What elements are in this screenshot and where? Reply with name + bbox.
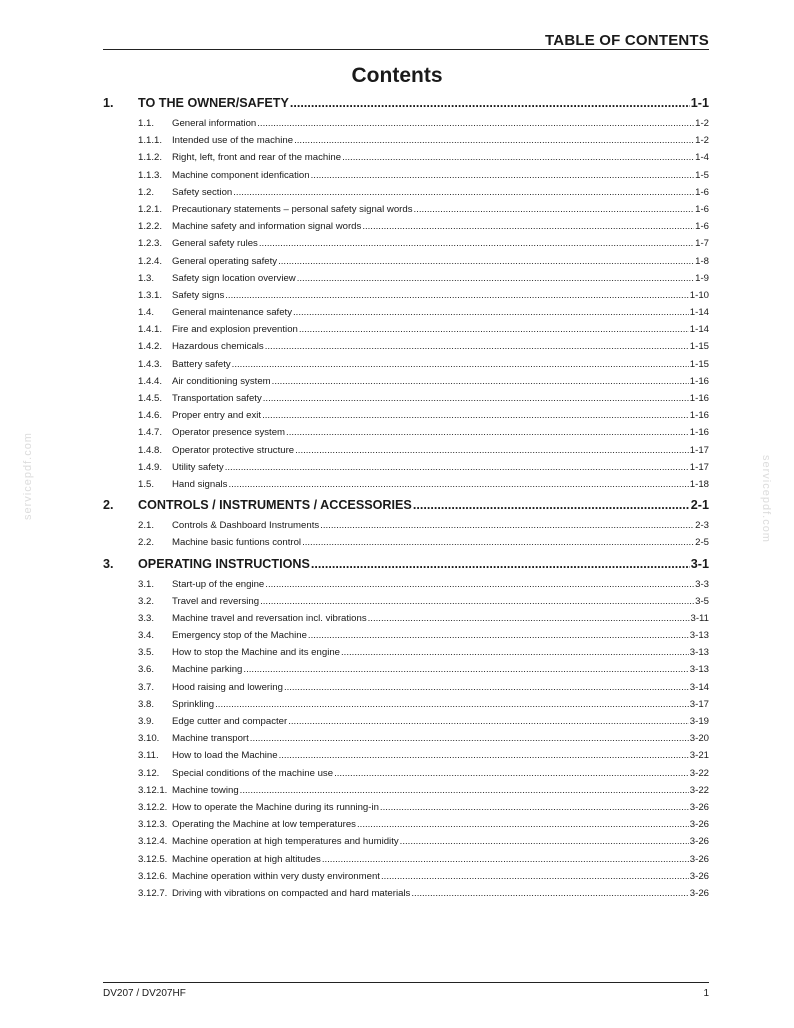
entry-page: 1-8 [695, 255, 709, 267]
entry-page: 3-3 [695, 578, 709, 590]
entry-title: Edge cutter and compacter [172, 716, 288, 727]
toc-entry-row[interactable] [103, 682, 709, 699]
entry-number: 3.2. [138, 595, 155, 607]
entry-number: 3.12.2. [138, 801, 168, 813]
toc-entry-row[interactable] [103, 256, 709, 273]
entry-title: General operating safety [172, 255, 278, 267]
entry-page: 1-6 [695, 186, 709, 198]
entry-number: 1.4.3. [138, 358, 163, 370]
entry-title: Machine operation within very dusty environment [172, 870, 380, 882]
entry-title: Machine parking [172, 664, 243, 676]
entry-number: 1.4.2. [138, 341, 163, 353]
entry-page: 1-6 [695, 221, 709, 233]
dot-leader [260, 596, 694, 607]
section-title: OPERATING INSTRUCTIONS [138, 556, 310, 571]
entry-page: 2-5 [695, 537, 709, 549]
toc-entry-row[interactable] [103, 768, 709, 785]
entry-number: 3.7. [138, 681, 155, 693]
dot-leader [293, 307, 689, 318]
entry-title: Special conditions of the machine use [172, 767, 334, 779]
entry-title: Machine basic funtions control [172, 537, 302, 549]
toc-entry-row[interactable] [103, 359, 709, 376]
entry-page: 1-2 [695, 135, 709, 147]
dot-leader [286, 427, 689, 438]
entry-number: 1.4.5. [138, 393, 163, 404]
dot-leader [413, 498, 690, 512]
toc-entry-row[interactable] [103, 479, 709, 496]
entry-number: 1.4.8. [138, 444, 163, 456]
dot-leader [290, 96, 690, 110]
entry-page: 3-21 [689, 750, 709, 762]
entry-title: Sprinkling [172, 698, 215, 710]
entry-title: Machine transport [172, 733, 249, 745]
entry-number: 3.12.1. [138, 784, 168, 796]
entry-title: Fire and explosion prevention [172, 324, 298, 336]
entry-number: 1.3.1. [138, 289, 163, 301]
entry-page: 1-17 [689, 461, 709, 473]
dot-leader [278, 256, 694, 267]
entry-number: 3.5. [138, 647, 155, 659]
entry-title: How to load the Machine [172, 750, 278, 762]
entry-number: 1.4.7. [138, 427, 163, 439]
toc-entry-row[interactable] [103, 664, 709, 681]
entry-page: 3-11 [690, 612, 709, 624]
entry-title: Machine travel and reversation incl. vibrations [172, 612, 367, 624]
entry-number: 1.2.2. [138, 221, 163, 233]
footer-model: DV207 / DV207HF [103, 988, 186, 999]
dot-leader [250, 733, 689, 744]
dot-leader [302, 537, 694, 548]
entry-number: 1.4.6. [138, 410, 163, 422]
entry-title: Utility safety [172, 461, 224, 473]
dot-leader [233, 187, 694, 198]
dot-leader [288, 716, 689, 727]
entry-title: Machine component idenfication [172, 169, 310, 181]
toc-entry-row[interactable] [103, 393, 709, 410]
entry-title: Hazardous chemicals [172, 341, 264, 353]
toc-entry-row[interactable] [103, 699, 709, 716]
header-divider [103, 49, 709, 50]
entry-page: 1-4 [695, 152, 709, 164]
toc-entry-row[interactable] [103, 836, 709, 853]
toc-entry-row[interactable] [103, 819, 709, 836]
entry-page: 1-16 [689, 393, 709, 404]
entry-title: Safety section [172, 186, 233, 198]
entry-page: 3-17 [689, 698, 709, 710]
toc-entry-row[interactable] [103, 152, 709, 169]
toc-entry-row[interactable] [103, 596, 709, 613]
toc-entry-row[interactable] [103, 341, 709, 358]
entry-number: 2.1. [138, 520, 155, 532]
dot-leader [411, 888, 688, 899]
dot-leader [240, 785, 689, 796]
entry-title: How to stop the Machine and its engine [172, 647, 340, 659]
dot-leader [400, 836, 689, 847]
entry-page: 1-2 [695, 118, 709, 129]
dot-leader [381, 871, 689, 882]
entry-number: 1.1. [138, 118, 155, 129]
entry-page: 3-26 [689, 836, 709, 848]
entry-title: Right, left, front and rear of the machine [172, 152, 342, 164]
dot-leader [243, 664, 688, 675]
dot-leader [272, 376, 689, 387]
entry-title: Machine towing [172, 784, 239, 796]
entry-number: 3.3. [138, 612, 155, 624]
entry-title: General maintenance safety [172, 307, 292, 319]
entry-number: 1.1.3. [138, 169, 163, 181]
toc-entry-row[interactable] [103, 170, 709, 187]
dot-leader [225, 290, 689, 301]
page-title: Contents [351, 64, 443, 87]
entry-number: 3.1. [138, 578, 155, 590]
entry-page: 1-16 [689, 375, 709, 387]
entry-title: Operating the Machine at low temperatures [172, 819, 356, 831]
dot-leader [265, 341, 689, 352]
entry-page: 3-26 [689, 887, 709, 899]
entry-number: 3.12.4. [138, 836, 168, 848]
dot-leader [357, 819, 689, 830]
entry-page: 1-17 [689, 444, 709, 456]
section-title: CONTROLS / INSTRUMENTS / ACCESSORIES [138, 498, 412, 513]
entry-page: 3-13 [689, 647, 709, 659]
entry-title: Safety sign location overview [172, 272, 296, 284]
toc-entry-row[interactable] [103, 630, 709, 647]
toc-entry-row[interactable] [103, 854, 709, 871]
entry-number: 2.2. [138, 537, 155, 549]
dot-leader [294, 135, 694, 146]
section-number: 2. [103, 498, 114, 513]
entry-page: 1-6 [695, 203, 709, 215]
entry-number: 1.4.1. [138, 324, 163, 336]
entry-number: 1.1.1. [138, 135, 163, 147]
entry-page: 1-9 [695, 272, 709, 284]
dot-leader [334, 768, 689, 779]
header-title: TABLE OF CONTENTS [545, 32, 709, 49]
entry-page: 1-15 [689, 358, 709, 370]
toc-section-row[interactable] [103, 96, 709, 118]
entry-title: Battery safety [172, 358, 231, 370]
dot-leader [342, 152, 694, 163]
dot-leader [257, 118, 694, 129]
dot-leader [299, 324, 689, 335]
entry-title: General information [172, 118, 257, 129]
entry-number: 3.9. [138, 716, 155, 727]
entry-title: How to operate the Machine during its running-in [172, 801, 379, 813]
toc-entry-row[interactable] [103, 376, 709, 393]
entry-page: 3-26 [689, 870, 709, 882]
table-of-contents [103, 96, 709, 905]
entry-page: 3-14 [689, 681, 709, 693]
dot-leader [284, 682, 689, 693]
entry-page: 3-13 [689, 630, 709, 642]
entry-page: 1-14 [689, 307, 709, 319]
section-page: 2-1 [690, 498, 709, 513]
toc-entry-row[interactable] [103, 785, 709, 802]
dot-leader [368, 613, 690, 624]
entry-page: 1-14 [689, 324, 709, 336]
toc-section-row[interactable] [103, 557, 709, 579]
entry-title: Precautionary statements – personal safety signal words [172, 203, 413, 215]
dot-leader [215, 699, 689, 710]
entry-page: 3-22 [689, 784, 709, 796]
entry-page: 3-19 [689, 716, 709, 727]
entry-title: Controls & Dashboard Instruments [172, 520, 320, 532]
toc-entry-row[interactable] [103, 221, 709, 238]
entry-page: 1-5 [695, 169, 709, 181]
entry-title: Machine safety and information signal words [172, 221, 362, 233]
entry-title: Transportation safety [172, 393, 262, 404]
entry-number: 3.12. [138, 767, 160, 779]
toc-entry-row[interactable] [103, 187, 709, 204]
entry-page: 3-26 [689, 801, 709, 813]
dot-leader [263, 393, 689, 404]
entry-title: Hand signals [172, 478, 228, 490]
entry-number: 3.11. [138, 750, 159, 762]
toc-entry-row[interactable] [103, 118, 709, 135]
section-page: 1-1 [690, 96, 709, 110]
entry-page: 1-16 [689, 410, 709, 422]
entry-page: 3-26 [689, 819, 709, 831]
toc-entry-row[interactable] [103, 135, 709, 152]
entry-number: 3.8. [138, 698, 155, 710]
toc-entry-row[interactable] [103, 410, 709, 427]
entry-number: 1.4.4. [138, 375, 163, 387]
entry-number: 1.2.1. [138, 203, 163, 215]
toc-entry-row[interactable] [103, 579, 709, 596]
entry-page: 3-13 [689, 664, 709, 676]
toc-entry-row[interactable] [103, 462, 709, 479]
dot-leader [225, 462, 689, 473]
dot-leader [279, 750, 689, 761]
entry-title: Operator presence system [172, 427, 286, 439]
entry-number: 1.4. [138, 307, 155, 319]
entry-page: 3-22 [689, 767, 709, 779]
dot-leader [232, 359, 689, 370]
entry-page: 1-15 [689, 341, 709, 353]
entry-title: Machine operation at high temperatures and humidity [172, 836, 399, 848]
toc-entry-row[interactable] [103, 733, 709, 750]
section-page: 3-1 [690, 556, 709, 571]
entry-number: 1.3. [138, 272, 155, 284]
entry-number: 1.1.2. [138, 152, 163, 164]
dot-leader [362, 221, 694, 232]
entry-page: 1-18 [689, 478, 709, 490]
entry-number: 3.12.7. [138, 887, 168, 899]
entry-title: Start-up of the engine [172, 578, 265, 590]
dot-leader [297, 273, 694, 284]
dot-leader [320, 520, 694, 531]
entry-number: 3.4. [138, 630, 155, 642]
toc-entry-row[interactable] [103, 445, 709, 462]
entry-title: Machine operation at high altitudes [172, 853, 321, 865]
dot-leader [265, 579, 694, 590]
entry-title: Proper entry and exit [172, 410, 262, 422]
dot-leader [414, 204, 695, 215]
toc-entry-row[interactable] [103, 716, 709, 733]
dot-leader [308, 630, 689, 641]
dot-leader [262, 410, 689, 421]
entry-title: Operator protective structure [172, 444, 295, 456]
dot-leader [311, 557, 690, 571]
entry-number: 1.5. [138, 478, 155, 490]
entry-number: 3.10. [138, 733, 160, 745]
dot-leader [311, 170, 695, 181]
entry-page: 3-5 [695, 595, 709, 607]
entry-number: 1.2. [138, 186, 155, 198]
toc-entry-row[interactable] [103, 750, 709, 767]
toc-entry-row[interactable] [103, 871, 709, 888]
toc-entry-row[interactable] [103, 427, 709, 444]
entry-title: Intended use of the machine [172, 135, 294, 147]
toc-entry-row[interactable] [103, 802, 709, 819]
section-number: 1. [103, 96, 114, 110]
dot-leader [341, 647, 689, 658]
entry-page: 1-7 [695, 238, 709, 250]
toc-section-row[interactable] [103, 498, 709, 520]
toc-entry-row[interactable] [103, 520, 709, 537]
entry-title: Driving with vibrations on compacted and hard materials [172, 887, 411, 899]
dot-leader [259, 238, 694, 249]
entry-number: 3.12.3. [138, 819, 168, 831]
watermark-right: servicepdf.com [760, 455, 772, 543]
toc-entry-row[interactable] [103, 290, 709, 307]
entry-page: 2-3 [695, 520, 709, 532]
section-number: 3. [103, 556, 114, 571]
entry-title: Safety signs [172, 289, 225, 301]
entry-number: 3.6. [138, 664, 155, 676]
toc-entry-row[interactable] [103, 613, 709, 630]
entry-number: 3.12.5. [138, 853, 168, 865]
dot-leader [295, 445, 689, 456]
entry-number: 1.2.3. [138, 238, 163, 250]
entry-page: 3-20 [689, 733, 709, 745]
toc-entry-row[interactable] [103, 647, 709, 664]
section-title: TO THE OWNER/SAFETY [138, 96, 289, 110]
footer-page-number: 1 [703, 988, 709, 999]
toc-entry-row[interactable] [103, 238, 709, 255]
dot-leader [228, 479, 688, 490]
toc-entry-row[interactable] [103, 273, 709, 290]
entry-title: General safety rules [172, 238, 258, 250]
watermark-left: servicepdf.com [22, 432, 34, 520]
entry-number: 1.2.4. [138, 255, 163, 267]
footer-divider [103, 982, 709, 983]
dot-leader [380, 802, 689, 813]
dot-leader [322, 854, 689, 865]
entry-title: Emergency stop of the Machine [172, 630, 307, 642]
entry-page: 1-10 [689, 289, 709, 301]
entry-title: Hood raising and lowering [172, 681, 283, 693]
entry-page: 3-26 [689, 853, 709, 865]
toc-entry-row[interactable] [103, 307, 709, 324]
entry-title: Air conditioning system [172, 375, 271, 387]
entry-title: Travel and reversing [172, 595, 260, 607]
entry-page: 1-16 [689, 427, 709, 439]
entry-number: 3.12.6. [138, 870, 168, 882]
toc-entry-row[interactable] [103, 888, 709, 905]
entry-number: 1.4.9. [138, 461, 163, 473]
toc-entry-row[interactable] [103, 204, 709, 221]
toc-entry-row[interactable] [103, 324, 709, 341]
toc-entry-row[interactable] [103, 537, 709, 554]
